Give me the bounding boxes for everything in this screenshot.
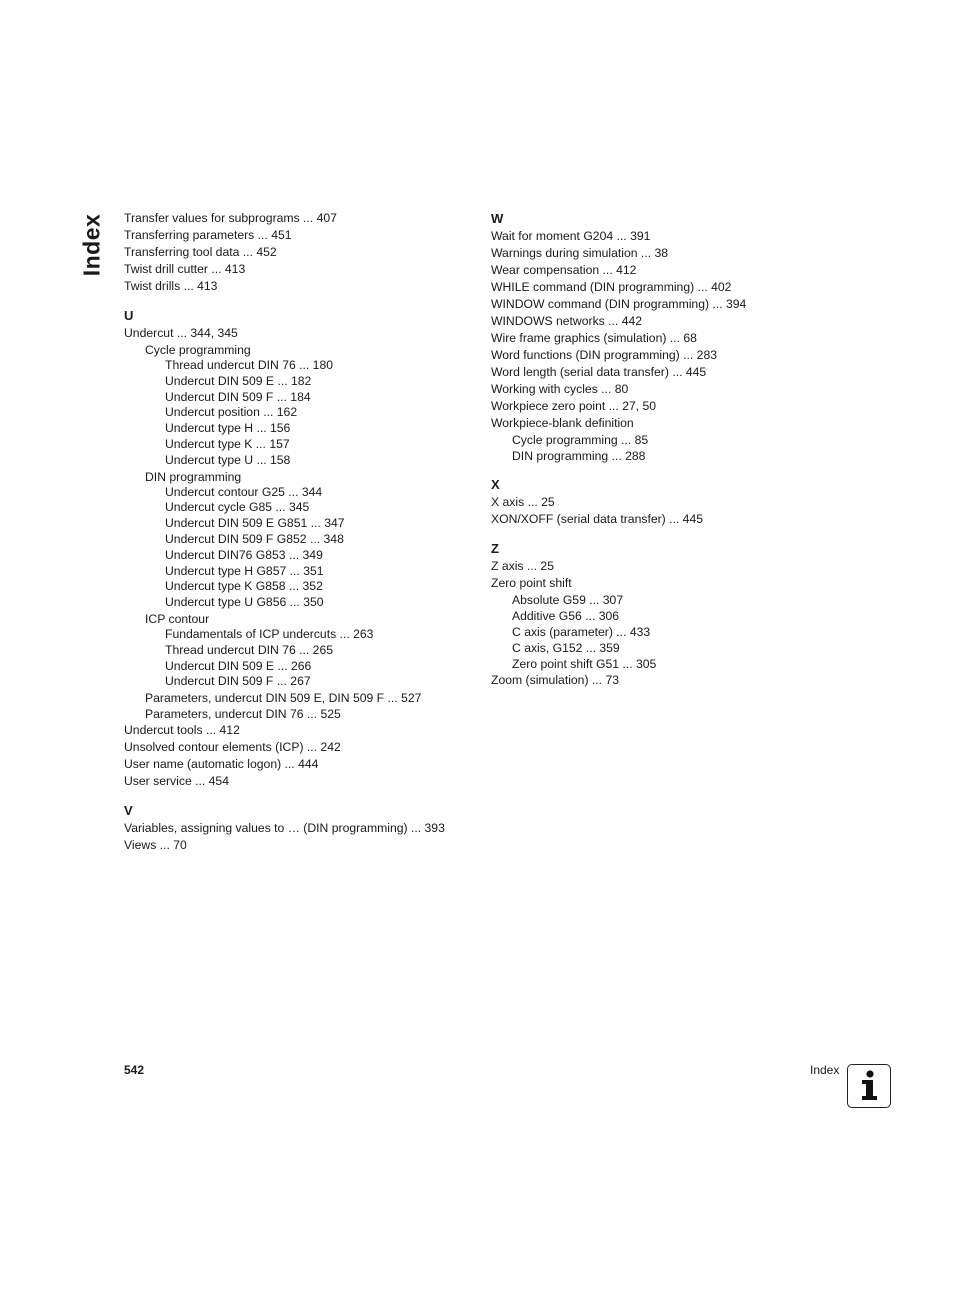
section-letter-x: X — [491, 477, 500, 492]
index-entry-wait-for-moment-g204-391: Wait for moment G204 ... 391 — [491, 229, 651, 243]
index-entry-word-length-serial-data-transfer-445: Word length (serial data transfer) ... 445 — [491, 365, 707, 379]
index-entry-additive-g56-306: Additive G56 ... 306 — [512, 609, 620, 623]
index-entry-xon-xoff-serial-data-transfer-445: XON/XOFF (serial data transfer) ... 445 — [491, 512, 703, 526]
index-entry-window-command-din-programming-394: WINDOW command (DIN programming) ... 394 — [491, 297, 747, 311]
index-entry-zoom-simulation-73: Zoom (simulation) ... 73 — [491, 673, 620, 687]
index-entry-parameters-undercut-din-76-525: Parameters, undercut DIN 76 ... 525 — [145, 707, 341, 722]
index-column-left — [124, 210, 474, 854]
side-title-text: Index — [78, 213, 105, 277]
index-entry-undercut-din-509-f-184: Undercut DIN 509 F ... 184 — [165, 389, 311, 404]
index-entry-undercut-cycle-g85-345: Undercut cycle G85 ... 345 — [165, 500, 310, 515]
index-entry-wear-compensation-412: Wear compensation ... 412 — [491, 263, 637, 277]
index-entry-undercut-din-509-e-g851-347: Undercut DIN 509 E G851 ... 347 — [165, 516, 345, 531]
index-entry-transfer-values-for-subprograms-407: Transfer values for subprograms ... 407 — [124, 211, 337, 225]
index-entry-working-with-cycles-80: Working with cycles ... 80 — [491, 382, 629, 396]
index-entry-undercut-type-k-g858-352: Undercut type K G858 ... 352 — [165, 579, 323, 594]
index-entry-absolute-g59-307: Absolute G59 ... 307 — [512, 593, 624, 607]
index-entry-thread-undercut-din-76-265: Thread undercut DIN 76 ... 265 — [165, 642, 334, 657]
index-entry-din-programming: DIN programming — [145, 469, 242, 484]
index-entry-undercut-din-509-e-182: Undercut DIN 509 E ... 182 — [165, 373, 312, 388]
index-entry-din-programming-288: DIN programming ... 288 — [512, 449, 646, 463]
index-entry-undercut-din-509-e-266: Undercut DIN 509 E ... 266 — [165, 658, 312, 673]
index-entry-word-functions-din-programming-283: Word functions (DIN programming) ... 283 — [491, 348, 718, 362]
index-entry-undercut-din76-g853-349: Undercut DIN76 G853 ... 349 — [165, 547, 323, 562]
index-entry-zero-point-shift-g51-305: Zero point shift G51 ... 305 — [512, 657, 657, 671]
index-entry-while-command-din-programming-402: WHILE command (DIN programming) ... 402 — [491, 280, 732, 294]
section-letter-w: W — [491, 211, 504, 226]
index-entry-c-axis-parameter-433: C axis (parameter) ... 433 — [512, 625, 651, 639]
info-icon — [847, 1064, 891, 1108]
index-entry-windows-networks-442: WINDOWS networks ... 442 — [491, 314, 643, 328]
index-entry-workpiece-blank-definition: Workpiece-blank definition — [491, 416, 634, 430]
index-entry-twist-drill-cutter-413: Twist drill cutter ... 413 — [124, 262, 246, 276]
index-entry-undercut-type-u-g856-350: Undercut type U G856 ... 350 — [165, 595, 324, 610]
index-entry-undercut-type-h-156: Undercut type H ... 156 — [165, 421, 291, 436]
index-entry-user-name-automatic-logon-444: User name (automatic logon) ... 444 — [124, 757, 319, 772]
index-entry-transferring-tool-data-452: Transferring tool data ... 452 — [124, 245, 277, 259]
index-entry-fundamentals-of-icp-undercuts-263: Fundamentals of ICP undercuts ... 263 — [165, 626, 374, 641]
index-entry-undercut-din-509-f-267: Undercut DIN 509 F ... 267 — [165, 674, 311, 689]
side-title — [77, 214, 107, 276]
index-entry-parameters-undercut-din-509-e-din-509-f-: Parameters, undercut DIN 509 E, DIN 509 F ... 527 — [145, 691, 422, 706]
index-entry-unsolved-contour-elements-icp-242: Unsolved contour elements (ICP) ... 242 — [124, 740, 341, 755]
index-entry-warnings-during-simulation-38: Warnings during simulation ... 38 — [491, 246, 669, 260]
index-entry-x-axis-25: X axis ... 25 — [491, 495, 555, 509]
index-entry-thread-undercut-din-76-180: Thread undercut DIN 76 ... 180 — [165, 358, 334, 372]
index-entry-undercut-tools-412: Undercut tools ... 412 — [124, 723, 240, 738]
index-entry-views-70: Views ... 70 — [124, 838, 187, 853]
index-entry-wire-frame-graphics-simulation-68: Wire frame graphics (simulation) ... 68 — [491, 331, 697, 345]
page-number: 542 — [124, 1063, 145, 1077]
index-entry-user-service-454: User service ... 454 — [124, 774, 229, 789]
index-entry-icp-contour: ICP contour — [145, 611, 210, 626]
section-letter-z: Z — [491, 541, 499, 556]
index-entry-undercut-type-u-158: Undercut type U ... 158 — [165, 452, 291, 467]
index-entry-workpiece-zero-point-27-50: Workpiece zero point ... 27, 50 — [491, 399, 657, 413]
index-entry-undercut-din-509-f-g852-348: Undercut DIN 509 F G852 ... 348 — [165, 531, 344, 546]
index-entry-undercut-type-k-157: Undercut type K ... 157 — [165, 436, 290, 451]
index-entry-zero-point-shift: Zero point shift — [491, 576, 572, 590]
index-entry-c-axis-g152-359: C axis, G152 ... 359 — [512, 641, 620, 655]
index-entry-z-axis-25: Z axis ... 25 — [491, 559, 554, 573]
index-entry-undercut-position-162: Undercut position ... 162 — [165, 405, 298, 420]
index-entry-twist-drills-413: Twist drills ... 413 — [124, 279, 218, 293]
index-entry-undercut-contour-g25-344: Undercut contour G25 ... 344 — [165, 484, 323, 499]
index-entry-undercut-344-345: Undercut ... 344, 345 — [124, 326, 238, 340]
section-letter-v: V — [124, 803, 133, 819]
index-entry-cycle-programming-85: Cycle programming ... 85 — [512, 433, 649, 447]
index-entry-transferring-parameters-451: Transferring parameters ... 451 — [124, 228, 292, 242]
footer-label: Index — [810, 1063, 840, 1077]
index-entry-cycle-programming: Cycle programming — [145, 343, 251, 357]
index-entry-variables-assigning-values-to-din-progra: Variables, assigning values to … (DIN programming) ... 393 — [124, 821, 445, 836]
info-icon-glyph — [848, 1065, 889, 1106]
section-letter-u: U — [124, 308, 134, 323]
index-column-right — [491, 210, 821, 689]
index-entry-undercut-type-h-g857-351: Undercut type H G857 ... 351 — [165, 563, 324, 578]
